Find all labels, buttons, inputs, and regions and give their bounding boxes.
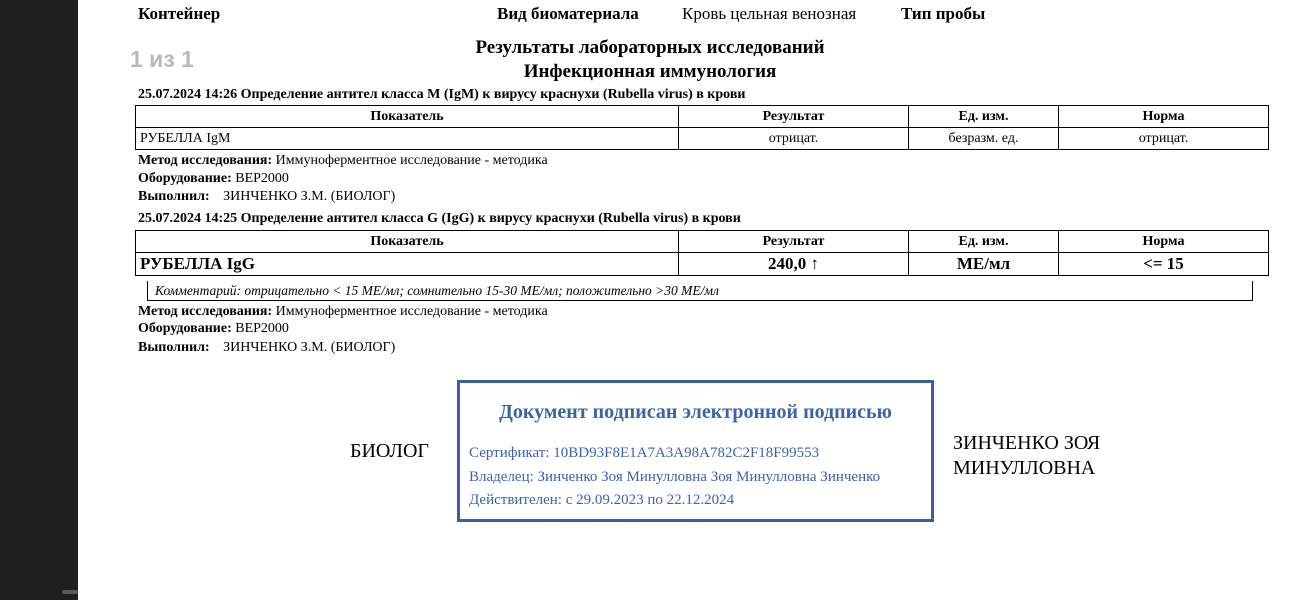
- equipment-value: BEP2000: [235, 321, 289, 336]
- column-header: Ед. изм.: [909, 106, 1059, 128]
- viewer-sidebar: [0, 0, 78, 600]
- column-header: Норма: [1059, 231, 1269, 253]
- signer-name-line2: МИНУЛЛОВНА: [953, 457, 1096, 479]
- equipment-value: BEP2000: [235, 171, 289, 186]
- table-row: [136, 253, 1269, 276]
- norm-value: отрицат.: [1059, 128, 1269, 150]
- method-label: Метод исследования:: [138, 153, 273, 168]
- norm-value: <= 15: [1059, 253, 1269, 276]
- signer-role: БИОЛОГ: [350, 440, 429, 462]
- result-value: отрицат.: [679, 128, 909, 150]
- column-header: Норма: [1059, 106, 1269, 128]
- test-title-igg: 25.07.2024 14:25 Определение антител класса G (IgG) к вирусу краснухи (Rubella virus) в крови: [138, 211, 741, 226]
- equipment-label: Оборудование:: [138, 321, 232, 336]
- signer-name-line1: ЗИНЧЕНКО ЗОЯ: [953, 432, 1101, 454]
- sample-type-label: Тип пробы: [901, 4, 986, 23]
- column-header: Показатель: [136, 231, 679, 253]
- unit-value: безразм. ед.: [909, 128, 1059, 150]
- results-table-igm: [135, 105, 1269, 150]
- table-header-row: [136, 231, 1269, 253]
- column-header: Показатель: [136, 106, 679, 128]
- performer-value: ЗИНЧЕНКО З.М. (БИОЛОГ): [223, 340, 396, 355]
- e-signature-stamp: [457, 380, 934, 522]
- performer-line: [138, 340, 395, 356]
- equipment-line: [138, 171, 289, 187]
- table-row: [136, 128, 1269, 150]
- performer-value: ЗИНЧЕНКО З.М. (БИОЛОГ): [223, 189, 396, 204]
- indicator-name: РУБЕЛЛА IgM: [136, 128, 679, 150]
- equipment-line: [138, 321, 289, 337]
- result-value: 240,0 ↑: [679, 253, 909, 276]
- test-title-igm: 25.07.2024 14:26 Определение антител класса M (IgM) к вирусу краснухи (Rubella virus) в крови: [138, 87, 746, 102]
- report-title: Результаты лабораторных исследований: [475, 37, 825, 58]
- column-header: Ед. изм.: [909, 231, 1059, 253]
- method-value: Иммуноферментное исследование - методика: [275, 153, 548, 168]
- scroll-indicator[interactable]: [62, 590, 78, 594]
- biomaterial-value: Кровь цельная венозная: [682, 4, 857, 23]
- signer-name: [953, 431, 1100, 481]
- stamp-title: Документ подписан электронной подписью: [499, 401, 892, 423]
- results-table-igg: [135, 230, 1269, 276]
- performer-label: Выполнил:: [138, 189, 210, 204]
- indicator-name: РУБЕЛЛА IgG: [136, 253, 679, 276]
- stamp-validity: Действителен: с 29.09.2023 по 22.12.2024: [469, 492, 735, 508]
- performer-label: Выполнил:: [138, 340, 210, 355]
- container-label: Контейнер: [138, 4, 221, 23]
- report-subtitle: Инфекционная иммунология: [523, 61, 777, 82]
- page-counter: 1 из 1: [130, 46, 194, 72]
- method-value: Иммуноферментное исследование - методика: [275, 304, 548, 319]
- column-header: Результат: [679, 106, 909, 128]
- method-label: Метод исследования:: [138, 304, 273, 319]
- biomaterial-label: Вид биоматериала: [497, 4, 639, 23]
- stamp-certificate: Сертификат: 10BD93F8E1A7A3A98A782C2F18F99553: [469, 445, 820, 461]
- method-line: [138, 304, 548, 320]
- column-header: Результат: [679, 231, 909, 253]
- unit-value: МЕ/мл: [909, 253, 1059, 276]
- table-header-row: [136, 106, 1269, 128]
- equipment-label: Оборудование:: [138, 171, 232, 186]
- result-comment: Комментарий: отрицательно < 15 МЕ/мл; сомнительно 15-30 МЕ/мл; положительно >30 МЕ/мл: [147, 281, 1253, 301]
- performer-line: [138, 189, 395, 205]
- stamp-owner: Владелец: Зинченко Зоя Минулловна Зоя Минулловна Зинченко: [469, 469, 881, 485]
- method-line: [138, 153, 548, 169]
